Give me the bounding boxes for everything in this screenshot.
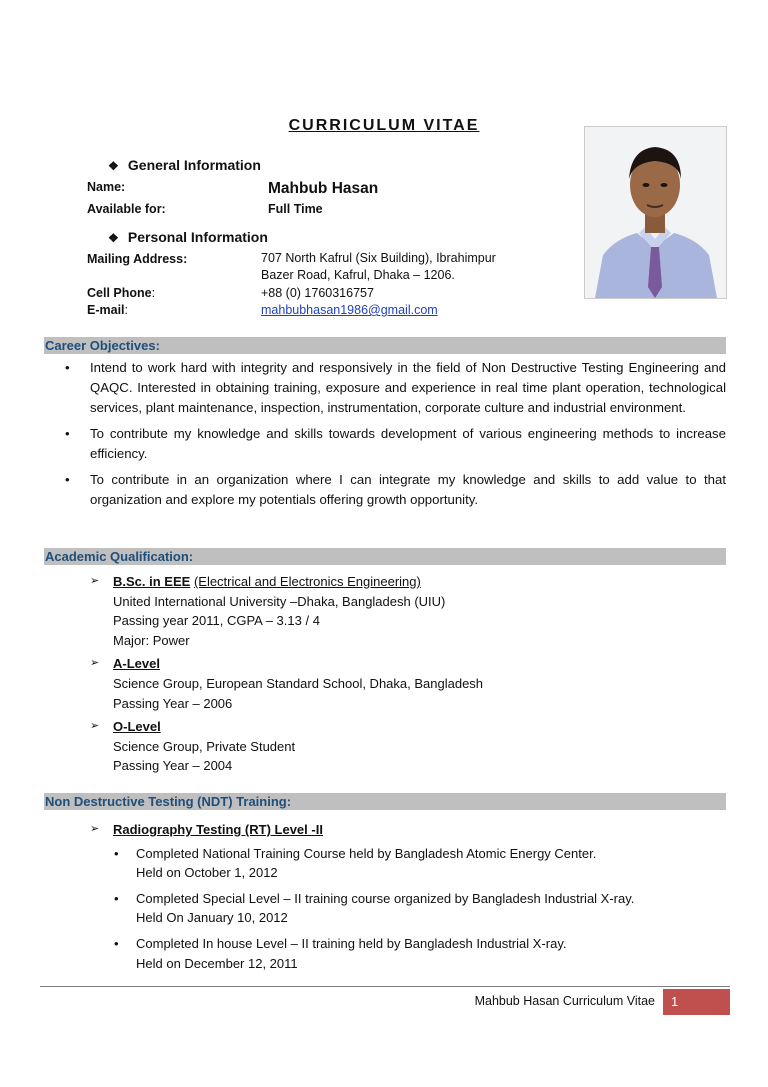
list-item — [90, 889, 730, 928]
diamond-bullet-icon: ❖ — [108, 159, 119, 173]
career-objectives-list — [40, 358, 726, 516]
email-label: E-mail — [87, 303, 125, 317]
list-item — [90, 844, 730, 883]
bullet-icon: • — [114, 935, 119, 951]
list-item — [90, 934, 730, 973]
degree-line: Science Group, Private Student — [113, 738, 296, 754]
degree-line: Major: Power — [113, 632, 190, 648]
arrow-bullet-icon: ➢ — [90, 720, 100, 733]
training-line: Completed National Training Course held by Bangladesh Atomic Energy Center. — [136, 845, 597, 861]
degree-line: Passing year 2011, CGPA – 3.13 / 4 — [113, 613, 320, 629]
degree-title: B.Sc. in EEE — [113, 574, 191, 589]
objective-text: To contribute my knowledge and skills towards development of various engineering methods to increase efficiency. — [90, 426, 726, 461]
bullet-icon: • — [65, 360, 70, 375]
footer-divider — [40, 986, 730, 987]
degree-title: A-Level — [113, 656, 160, 672]
degree-line: United International University –Dhaka, Bangladesh (UIU) — [113, 593, 446, 609]
phone-colon: : — [151, 286, 156, 300]
training-date: Held on October 1, 2012 — [136, 865, 278, 881]
degree-line: Science Group, European Standard School, Dhaka, Bangladesh — [113, 675, 484, 691]
diamond-bullet-icon: ❖ — [108, 231, 119, 245]
name-label: Name: — [87, 180, 126, 194]
ndt-subsection — [90, 820, 730, 840]
general-info-heading-text: General Information — [127, 157, 261, 173]
available-value: Full Time — [268, 202, 323, 216]
training-date: Held on December 12, 2011 — [136, 955, 298, 971]
objective-text: Intend to work hard with integrity and responsively in the field of Non Destructive Testing Engineering and QAQC. Interested in obtaining training, exposure and experience in real time plant operation, technological services, plant maintenance, inspection, instrumentation, corporate culture and industrial environment. — [90, 360, 726, 415]
mailing-line-2: Bazer Road, Kafrul, Dhaka – 1206. — [261, 268, 455, 282]
training-line: Completed In house Level – II training held by Bangladesh Industrial X-ray. — [136, 935, 567, 951]
list-item — [40, 470, 726, 510]
degree-title: O-Level — [113, 719, 161, 735]
name-value: Mahbub Hasan — [268, 180, 379, 197]
general-info-heading — [108, 157, 261, 173]
arrow-bullet-icon: ➢ — [90, 575, 100, 587]
bullet-icon: • — [114, 890, 119, 906]
degree-line: Passing Year – 2004 — [113, 758, 233, 774]
mailing-label: Mailing Address: — [87, 252, 188, 266]
profile-photo-illustration — [585, 127, 726, 298]
arrow-bullet-icon: ➢ — [90, 823, 100, 835]
academic-list — [90, 572, 690, 780]
phone-label-row — [87, 286, 155, 300]
academic-heading: Academic Qualification: — [44, 548, 726, 565]
ndt-list — [90, 820, 730, 979]
objective-text: To contribute in an organization where I can integrate my knowledge and skills to add value to that organization and explore my potentials offering growth opportunity. — [90, 472, 726, 507]
list-item — [40, 424, 726, 464]
email-colon: : — [124, 303, 128, 317]
phone-value: +88 (0) 1760316757 — [261, 286, 374, 300]
personal-info-heading-text: Personal Information — [127, 229, 268, 245]
degree-title-row — [113, 572, 690, 592]
footer-title: Mahbub Hasan Curriculum Vitae — [474, 994, 655, 1008]
degree-line: Passing Year – 2006 — [113, 695, 233, 711]
bullet-icon: • — [65, 472, 70, 487]
available-label: Available for: — [87, 202, 166, 216]
list-item — [40, 358, 726, 418]
mailing-line-1: 707 North Kafrul (Six Building), Ibrahimpur — [261, 251, 496, 265]
email-label-row — [87, 303, 128, 317]
phone-label: Cell Phone — [87, 286, 152, 300]
list-item — [90, 572, 690, 650]
email-link-wrap — [261, 303, 438, 317]
ndt-heading: Non Destructive Testing (NDT) Training: — [44, 793, 726, 810]
personal-info-heading — [108, 229, 268, 245]
ndt-subsection-title: Radiography Testing (RT) Level -II — [113, 822, 323, 837]
training-line: Completed Special Level – II training course organized by Bangladesh Industrial X-ray. — [136, 890, 635, 906]
bullet-icon: • — [65, 426, 70, 441]
page-title: CURRICULUM VITAE — [288, 117, 480, 134]
training-date: Held On January 10, 2012 — [136, 910, 288, 926]
list-item — [90, 654, 690, 713]
degree-full-name: (Electrical and Electronics Engineering) — [193, 574, 421, 589]
profile-photo — [584, 126, 727, 299]
email-link[interactable]: mahbubhasan1986@gmail.com — [261, 303, 438, 317]
arrow-bullet-icon: ➢ — [90, 657, 100, 670]
list-item — [90, 717, 690, 776]
page-number: 1 — [663, 989, 730, 1015]
career-objectives-heading: Career Objectives: — [44, 337, 726, 354]
bullet-icon: • — [114, 845, 119, 861]
